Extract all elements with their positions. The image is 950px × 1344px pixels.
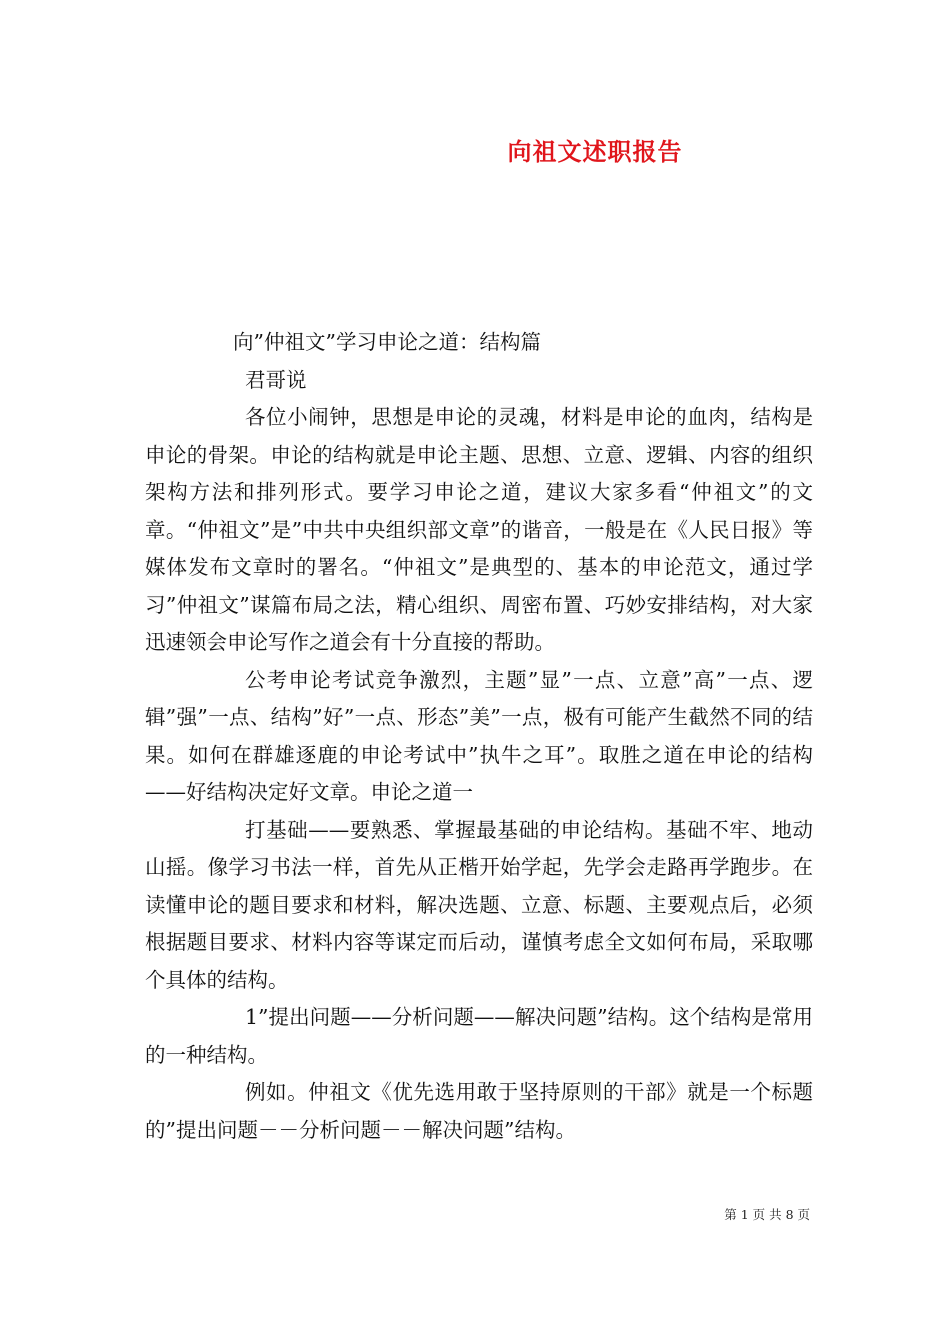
paragraph-5: 例如。仲祖文《优先选用敢于坚持原则的干部》就是一个标题的”提出问题－－分析问题－－解决问题”结构。	[145, 1080, 813, 1142]
paragraph-3: 打基础——要熟悉、掌握最基础的申论结构。基础不牢、地动山摇。像学习书法一样，首先从正楷开始学起，先学会走路再学跑步。在读懂申论的题目要求和材料，解决选题、立意、标题、主要观点后，必须根据题目要求、材料内容等谋定而后动，谨慎考虑全文如何布局，采取哪个具体的结构。	[145, 817, 813, 992]
paragraph-2: 公考申论考试竞争激烈，主题”显”一点、立意”高”一点、逻辑”强”一点、结构”好”一点、形态”美”一点，极有可能产生截然不同的结果。如何在群雄逐鹿的申论考试中”执牛之耳”。取胜之道在申论的结构——好结构决定好文章。申论之道一	[145, 667, 813, 804]
document-body	[145, 324, 813, 1149]
article-author: 君哥说	[245, 367, 307, 392]
page-number: 第 1 页 共 8 页	[724, 1207, 810, 1222]
article-subtitle: 向”仲祖文”学习申论之道：结构篇	[233, 330, 541, 354]
paragraph-4: 1”提出问题——分析问题——解决问题”结构。这个结构是常用的一种结构。	[145, 1005, 813, 1067]
paragraph-1: 各位小闹钟，思想是申论的灵魂，材料是申论的血肉，结构是申论的骨架。申论的结构就是申论主题、思想、立意、逻辑、内容的组织架构方法和排列形式。要学习申论之道，建议大家多看“仲祖文”的文章。“仲祖文”是”中共中央组织部文章”的谐音，一般是在《人民日报》等媒体发布文章时的署名。“仲祖文”是典型的、基本的申论范文，通过学习”仲祖文”谋篇布局之法，精心组织、周密布置、巧妙安排结构，对大家迅速领会申论写作之道会有十分直接的帮助。	[145, 405, 813, 654]
document-title: 向祖文述职报告	[507, 137, 683, 166]
